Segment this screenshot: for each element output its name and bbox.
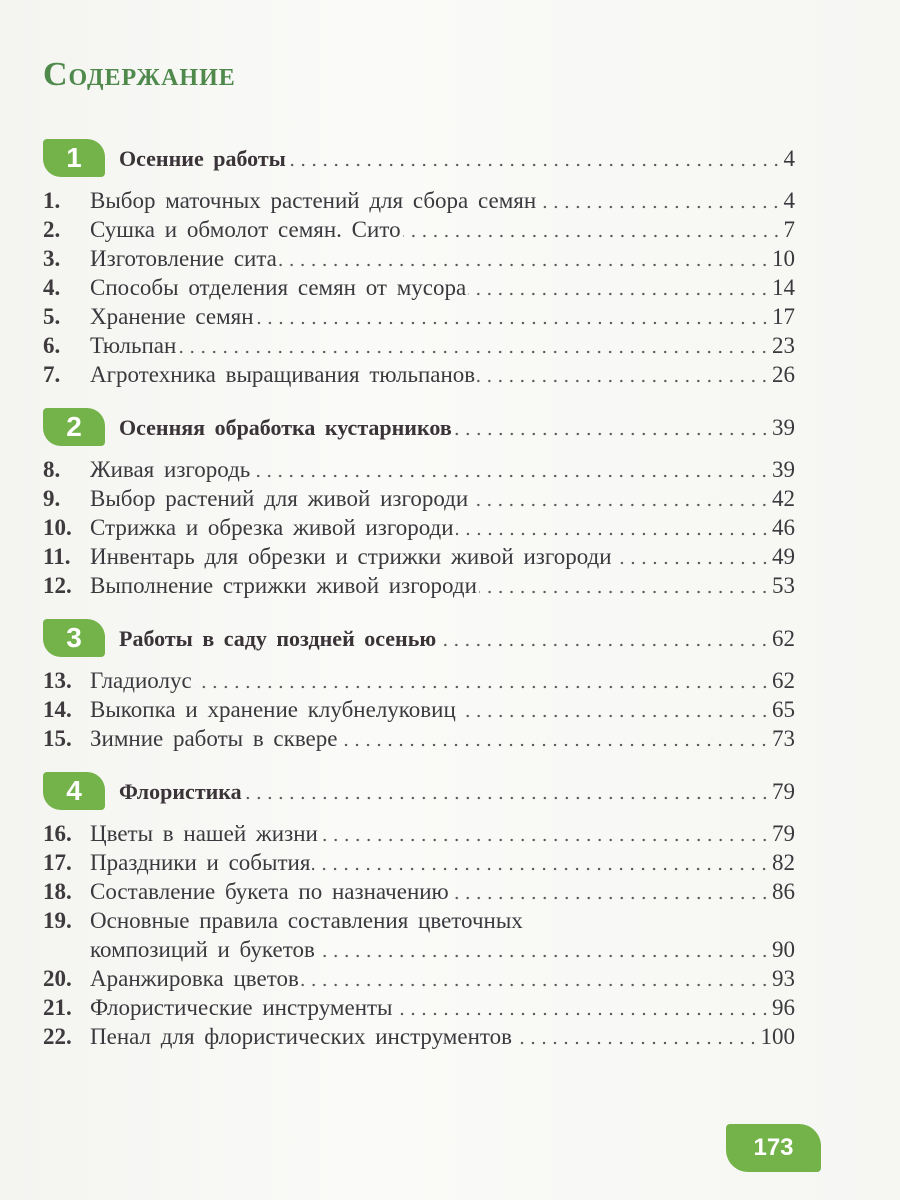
- section-heading[interactable]: [43, 771, 795, 811]
- toc-entry[interactable]: [43, 302, 795, 331]
- section-title: Работы в саду поздней осенью: [119, 625, 437, 651]
- dot-leader: [395, 996, 770, 1016]
- entry-number: 2.: [43, 217, 61, 242]
- page-ref: 7: [783, 217, 795, 242]
- toc-entry[interactable]: [43, 666, 795, 695]
- page-ref: 100: [760, 1024, 795, 1049]
- toc-entry[interactable]: [43, 848, 795, 877]
- page-number-badge: 173: [726, 1124, 821, 1172]
- dot-leader: [252, 458, 770, 478]
- page-ref: 53: [772, 573, 795, 598]
- toc-entry[interactable]: [43, 484, 795, 513]
- entry-title: Зимние работы в сквере: [90, 726, 338, 751]
- section-heading[interactable]: [43, 138, 795, 178]
- dot-leader: [312, 851, 770, 871]
- page-ref: 49: [772, 544, 795, 569]
- toc-entry[interactable]: [43, 331, 795, 360]
- dot-leader: [614, 545, 770, 565]
- page-ref: 10: [772, 246, 795, 271]
- entry-title: Выбор растений для живой изгороди: [90, 486, 469, 511]
- toc-entry[interactable]: [43, 215, 795, 244]
- entry-number: 3.: [43, 246, 61, 271]
- section-heading[interactable]: [43, 407, 795, 447]
- dot-leader: [403, 218, 782, 238]
- entry-title: Инвентарь для обрезки и стрижки живой изгороди: [90, 544, 612, 569]
- page-ref: 14: [772, 275, 795, 300]
- page-title: Содержание: [43, 56, 236, 93]
- page-ref: 62: [772, 668, 795, 693]
- entry-number: 4.: [43, 275, 61, 300]
- toc-entry[interactable]: [43, 1022, 795, 1051]
- entry-title: Праздники и события: [90, 850, 311, 875]
- toc-entry[interactable]: [43, 571, 795, 600]
- entry-number: 18.: [43, 879, 72, 904]
- entry-number: 21.: [43, 995, 72, 1020]
- entry-title: Сушка и обмолот семян. Сито: [90, 217, 401, 242]
- entry-number: 9.: [43, 486, 61, 511]
- entry-number: 15.: [43, 726, 72, 751]
- page-ref: 79: [772, 778, 795, 804]
- toc-entry[interactable]: [43, 542, 795, 571]
- toc-entry[interactable]: [43, 244, 795, 273]
- toc-entry[interactable]: [43, 819, 795, 848]
- entry-number: 5.: [43, 304, 61, 329]
- page-ref: 93: [772, 966, 795, 991]
- entry-number: 13.: [43, 668, 72, 693]
- toc-section-1: [43, 138, 795, 389]
- page-ref: 73: [772, 726, 795, 751]
- entry-title: Флористические инструменты: [90, 995, 393, 1020]
- section-number-badge: 4: [43, 772, 105, 810]
- entry-title: Основные правила составления цветочных: [90, 908, 523, 933]
- dot-leader: [454, 416, 770, 436]
- dot-leader: [538, 189, 781, 209]
- toc-entry[interactable]: [43, 724, 795, 753]
- entry-title: Живая изгородь: [90, 457, 251, 482]
- toc-entry[interactable]: [43, 964, 795, 993]
- toc-section-3: [43, 618, 795, 753]
- dot-leader: [479, 574, 770, 594]
- page-ref: 86: [772, 879, 795, 904]
- entry-number: 8.: [43, 457, 61, 482]
- entry-number: 10.: [43, 515, 72, 540]
- dot-leader: [279, 247, 770, 267]
- dot-leader: [477, 363, 770, 383]
- table-of-contents: [43, 138, 795, 1069]
- entry-number: 11.: [43, 544, 71, 569]
- page-ref: 39: [772, 457, 795, 482]
- entry-title: Выбор маточных растений для сбора семян: [90, 188, 537, 213]
- section-number-badge: 2: [43, 408, 105, 446]
- toc-entry-multiline[interactable]: [43, 906, 795, 964]
- dot-leader: [456, 516, 770, 536]
- page-ref: 46: [772, 515, 795, 540]
- entry-title: Хранение семян: [90, 304, 254, 329]
- page-ref: 4: [783, 188, 795, 213]
- toc-entry[interactable]: [43, 273, 795, 302]
- entry-title: Пенал для флористических инструментов: [90, 1024, 512, 1049]
- toc-entry[interactable]: [43, 360, 795, 389]
- toc-entry[interactable]: [43, 455, 795, 484]
- entry-number: 6.: [43, 333, 61, 358]
- dot-leader: [470, 487, 770, 507]
- toc-section-2: [43, 407, 795, 600]
- section-number-badge: 3: [43, 619, 105, 657]
- dot-leader: [514, 1025, 759, 1045]
- section-heading[interactable]: [43, 618, 795, 658]
- toc-entry[interactable]: [43, 513, 795, 542]
- entry-title: Тюльпан: [90, 333, 177, 358]
- entry-number: 17.: [43, 850, 72, 875]
- page-ref: 82: [772, 850, 795, 875]
- page-ref: 90: [772, 937, 795, 962]
- entry-number: 7.: [43, 362, 61, 387]
- dot-leader: [288, 147, 782, 167]
- entry-number: 22.: [43, 1024, 72, 1049]
- entry-number: 1.: [43, 188, 61, 213]
- section-title: Флористика: [119, 778, 242, 804]
- toc-entry[interactable]: [43, 877, 795, 906]
- page-ref: 4: [783, 145, 795, 171]
- dot-leader: [458, 698, 770, 718]
- entry-number: 16.: [43, 821, 72, 846]
- section-number-badge: 1: [43, 139, 105, 177]
- entry-number: 20.: [43, 966, 72, 991]
- entry-title: Стрижка и обрезка живой изгороди: [90, 515, 454, 540]
- page-ref: 62: [772, 625, 795, 651]
- toc-entry[interactable]: [43, 993, 795, 1022]
- entry-title: Выкопка и хранение клубнелуковиц: [90, 697, 456, 722]
- toc-entry[interactable]: [43, 186, 795, 215]
- dot-leader: [301, 967, 770, 987]
- page-ref: 42: [772, 486, 795, 511]
- entry-title-continued: композиций и букетов: [90, 937, 315, 962]
- dot-leader: [194, 669, 770, 689]
- entry-title: Выполнение стрижки живой изгороди: [90, 573, 477, 598]
- section-title: Осенняя обработка кустарников: [119, 414, 452, 440]
- page-ref: 79: [772, 821, 795, 846]
- entry-title: Способы отделения семян от мусора: [90, 275, 467, 300]
- entry-title: Аранжировка цветов: [90, 966, 299, 991]
- page-ref: 23: [772, 333, 795, 358]
- page-ref: 17: [772, 304, 795, 329]
- entry-number: 19.: [43, 908, 72, 933]
- section-title: Осенние работы: [119, 145, 286, 171]
- page-ref: 39: [772, 414, 795, 440]
- dot-leader: [451, 880, 770, 900]
- entry-title: Составление букета по назначению: [90, 879, 449, 904]
- dot-leader: [317, 938, 770, 958]
- page-ref: 26: [772, 362, 795, 387]
- entry-number: 14.: [43, 697, 72, 722]
- toc-section-4: [43, 771, 795, 1051]
- entry-title: Агротехника выращивания тюльпанов: [90, 362, 476, 387]
- dot-leader: [468, 276, 770, 296]
- dot-leader: [256, 305, 770, 325]
- entry-number: 12.: [43, 573, 72, 598]
- dot-leader: [178, 334, 770, 354]
- page-ref: 96: [772, 995, 795, 1020]
- dot-leader: [320, 822, 770, 842]
- page-ref: 65: [772, 697, 795, 722]
- dot-leader: [438, 627, 770, 647]
- entry-title: Гладиолус: [90, 668, 192, 693]
- toc-entry[interactable]: [43, 695, 795, 724]
- entry-title: Изготовление сита: [90, 246, 277, 271]
- entry-title: Цветы в нашей жизни: [90, 821, 318, 846]
- dot-leader: [339, 727, 770, 747]
- dot-leader: [244, 780, 770, 800]
